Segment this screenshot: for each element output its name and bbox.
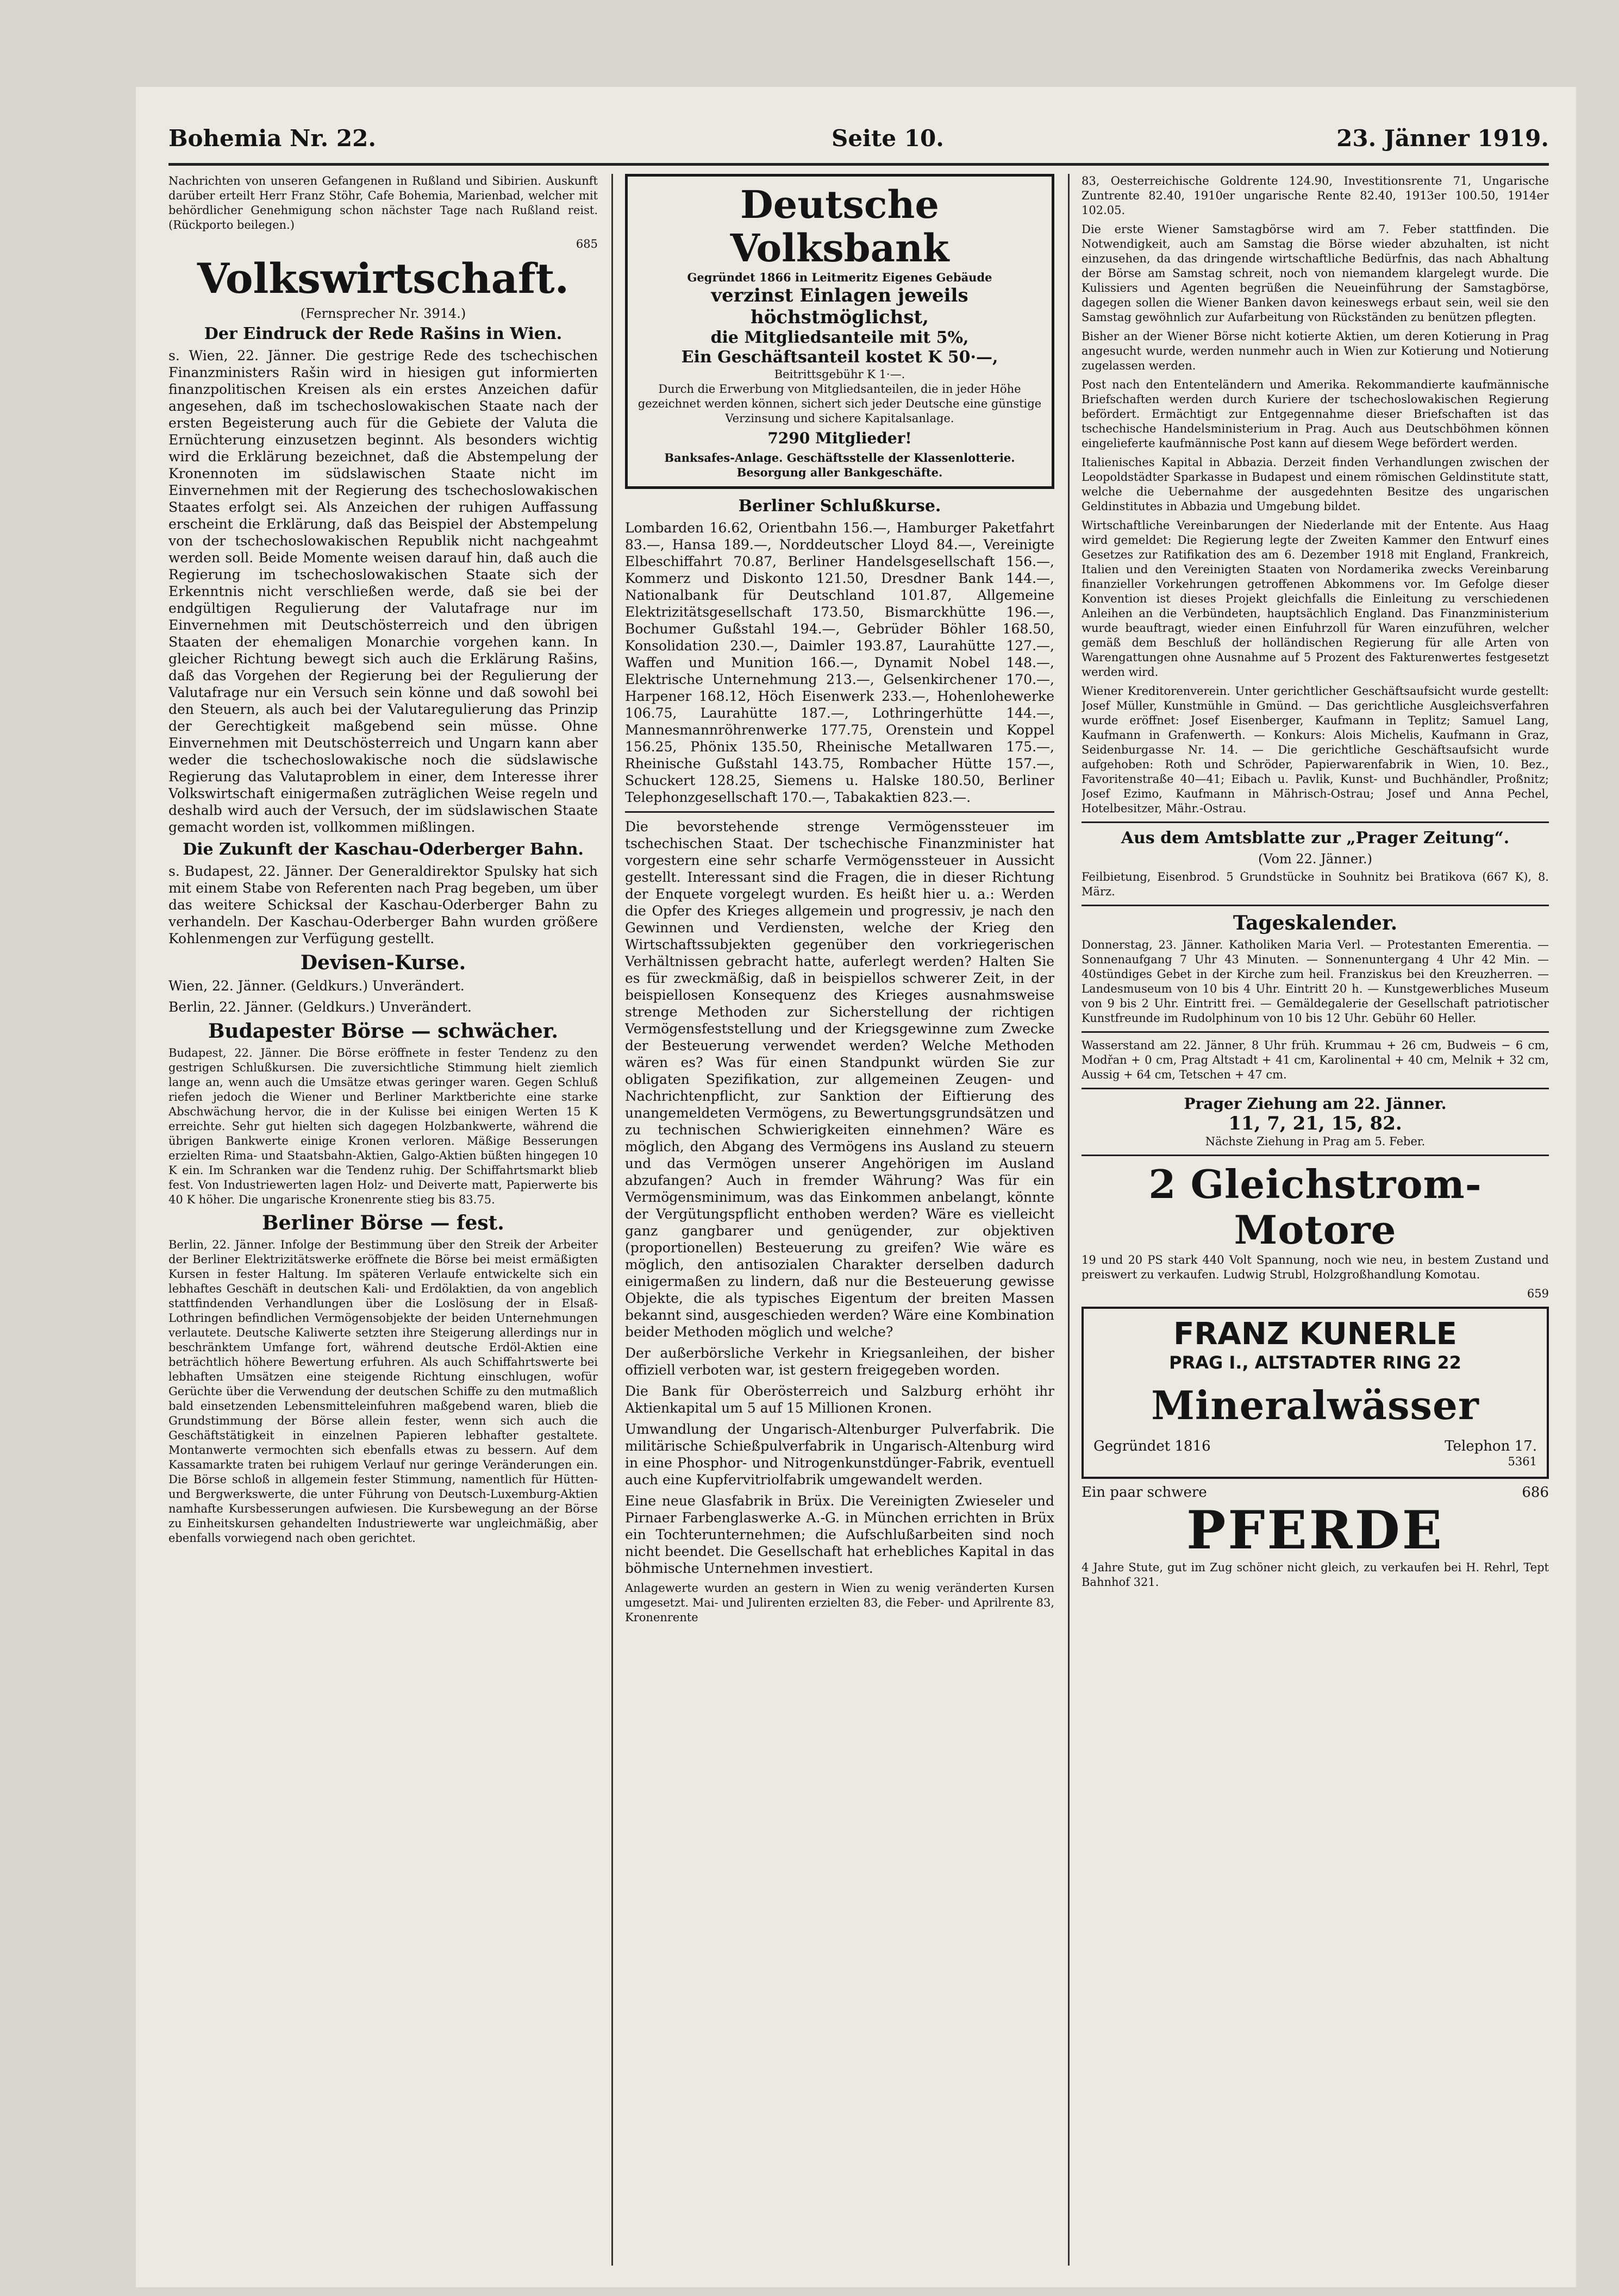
- bank-line: Durch die Erwerbung von Mitgliedsanteilen, die in jeder Höhe gezeichnet werden können, sichert sich jeder Deutsche eine günstige Verzinsung und sichere Kapitalsanlage.: [637, 382, 1042, 425]
- bank-title: Deutsche Volksbank: [730, 182, 949, 271]
- article-text: Bisher an der Wiener Börse nicht kotierte Aktien, um deren Kotierung in Prag angesucht wurde, werden nunmehr auch in Wien zur Kotierung und Notierung zugelassen werden.: [1082, 330, 1549, 372]
- article-heading: Devisen-Kurse.: [300, 951, 466, 974]
- ad-header: [1082, 1484, 1549, 1501]
- notice-text: Nachrichten von unseren Gefangenen in Rußland und Sibirien. Auskunft darüber erteilt Herr Franz Stöhr, Cafe Bohemia, Marienbad, welcher mit behördlicher Genehmigung schon nächster Tage nach Rußland reist. (Rückporto beilegen.): [168, 174, 598, 231]
- article-text: Lombarden 16.62, Orientbahn 156.—, Hamburger Paketfahrt 83.—, Hansa 189.—, Norddeutscher Lloyd 84.—, Vereinigte Elbeschiffahrt 70.87, Berliner Handelsgesellschaft 156.—, Kommerz und Diskonto 121.50, Dresdner Bank 144.—, Nationalbank für Deutschland 101.87, Allgemeine Elektrizitätsgesellschaft 173.50, Bismarckhütte 196.—, Bochumer Gußstahl 194.—, Gebrüder Böhler 168.50, Konsolidation 230.—, Daimler 193.87, Laurahütte 127.—, Waffen und Munition 166.—, Dynamit Nobel 148.—, Elektrische Unternehmung 213.—, Gelsenkirchener 170.—, Harpener 168.12, Höch Eisenwerk 233.—, Hohenlohewerke 106.75, Laurahütte 187.—, Lothringerhütte 144.—, Mannesmannröhrenwerke 177.75, Orenstein und Koppel 156.25, Phönix 135.50, Rheinische Metallwaren 175.—, Rheinische Gußstahl 143.75, Rombacher Hütte 157.—, Schuckert 128.25, Siemens u. Halske 180.50, Berliner Telephonzgesellschaft 170.—, Tabakaktien 823.—.: [625, 520, 1054, 805]
- article-subheading: (Vom 22. Jänner.): [1258, 851, 1372, 867]
- separator: [625, 811, 1054, 813]
- section-title: Volkswirtschaft.: [197, 254, 570, 303]
- bank-line: Ein Geschäftsanteil kostet K 50·—,: [681, 348, 998, 367]
- horse-advertisement: [1082, 1484, 1549, 1590]
- article-text: Die Bank für Oberösterreich und Salzburg erhöht ihr Aktienkapital um 5 auf 15 Millionen Kronen.: [625, 1383, 1054, 1416]
- ad-title: 2 Gleichstrom-Motore: [1148, 1161, 1482, 1253]
- article-heading: Tageskalender.: [1233, 912, 1398, 934]
- article-text: Umwandlung der Ungarisch-Altenburger Pulverfabrik. Die militärische Schießpulverfabrik in Ungarisch-Altenburg wird in eine Phosphor- und Nitrogenkunstdünger-Fabrik, eventuell auch eine Kupfervitriolfabrik umgewandelt werden.: [625, 1421, 1054, 1488]
- article-text: Eine neue Glasfabrik in Brüx. Die Vereinigten Zwieseler und Pirnaer Farbenglaswerke A.-G. in München errichten in Brüx ein Tochterunternehmen; die Aufschlußarbeiten sind noch nicht beendet. Die Gesellschaft hat erhebliches Kapital in das böhmische Unternehmen investiert.: [625, 1493, 1054, 1576]
- bank-advertisement: [625, 174, 1054, 489]
- article-text: Post nach den Ententeländern und Amerika. Rekommandierte kaufmännische Briefschaften werden durch Kuriere der tschechoslowakischen Regierung befördert. Ermächtigt zur Entgegennahme dieser Briefschaften ist das tschechische Handelsministerium in Prag. Auch aus Deutschböhmen können eingelieferte kaufmännische Post kann auf diesem Wege befördert werden.: [1082, 378, 1549, 450]
- separator: [1082, 1031, 1549, 1033]
- article-text: Feilbietung, Eisenbrod. 5 Grundstücke in Souhnitz bei Bratikova (667 K), 8. März.: [1082, 870, 1549, 898]
- lottery-next: Nächste Ziehung in Prag am 5. Feber.: [1205, 1135, 1426, 1148]
- bank-line: die Mitgliedsanteile mit 5%,: [710, 328, 969, 347]
- article-text: Der außerbörsliche Verkehr in Kriegsanleihen, der bisher offiziell verboten war, ist gestern freigegeben worden.: [625, 1345, 1054, 1378]
- article-text: Berlin, 22. Jänner. (Geldkurs.) Unverändert.: [168, 999, 472, 1015]
- article-text: s. Wien, 22. Jänner. Die gestrige Rede des tschechischen Finanzministers Rašin wird in hiesigen gut informierten finanzpolitischen Kreisen als ein erstes Anzeichen dafür angesehen, daß im tschechoslowakischen Staate nach der ersten Begeisterung auch für die Gebiete der Valuta die Ernüchterung einzusetzen beginnt. Als besonders wichtig wird die Erklärung bezeichnet, daß die Abstempelung der Kronennoten im südslawischen Staate nicht im Einvernehmen mit der Regierung des tschechoslowakischen Staates erfolgt sei. Als Anzeichen der ruhigen Auffassung erscheint die Erklärung, daß das Beispiel der Abstempelung von der tschechoslowakischen Republik nicht nachgeahmt werden soll. Beide Momente weisen darauf hin, daß auch die Regierung im tschechoslowakischen Staate sich der Erkenntnis nicht verschließen werde, daß sie bei der endgültigen Regulierung der Valutafrage nur im Einvernehmen mit Deutschösterreich und den übrigen Staaten der ehemaligen Monarchie vorgehen kann. In gleicher Richtung bewegt sich auch die Erklärung Rašins, daß das Vorgehen der Regierung bei der Regulierung der Valutafrage nur ein Versuch sein könne und daß sowohl bei den Steuern, als auch bei der Valutaregulierung das Prinzip der Gerechtigkeit maßgebend sein müsse. Ohne Einvernehmen mit Deutschösterreich und Ungarn kann aber weder die tschechoslowakische noch die südslawische Regierung das Valutaproblem in einer, dem Interesse ihrer Volkswirtschaft einigermaßen zuträglichen Weise regeln und deshalb wird auch der Versuch, der im südslawischen Staate gemacht worden ist, vollkommen mißlingen.: [168, 348, 598, 835]
- article-heading: Die Zukunft der Kaschau-Oderberger Bahn.: [183, 840, 584, 859]
- ad-product: Mineralwässer: [1151, 1382, 1479, 1428]
- article-text: Die bevorstehende strenge Vermögenssteuer im tschechischen Staat. Der tschechische Finanzminister hat vorgestern eine sehr scharfe Vermögenssteuer in Aussicht gestellt. Interessant sind die Fragen, die in dieser Richtung der Enquete vorgelegt wurden. Es heißt hier u. a.: Werden die Opfer des Krieges allgemein und progressiv, je nach den Gewinnen und Verdiensten, welche der Krieg den Wirtschaftssubjekten gegenüber den vorkriegerischen Verhältnissen gebracht hatte, auferlegt werden? Halten Sie es für zweckmäßig, daß in beispiellos schwerer Zeit, in der beispiellosen Konsequenz des Krieges ausnahmsweise strenge Methoden zur Sicherstellung der richtigen Vermögensfeststellung und der Kriegsgewinne zum Zwecke der Besteuerung verwendet werden? Welche Methoden wären es? Was für einen Standpunkt würden Sie zur obligaten Spezifikation, zur allgemeinen Zeugen- und Nachrichtenpflicht, zur Sanktion der Eiftierung des unangemeldeten Vermögens, zu Bewertungsgrundsätzen und zu technischen Schwierigkeiten einnehmen? Wäre es möglich, den Abgang des Vermögens ins Ausland zu steuern und das Vermögen unserer Angehörigen im Ausland abzufangen? Auch in fremder Währung? Was für ein Vermögensminimum, was das Einkommen anbelangt, könnte der Vergütungspflicht enthoben werden? Wäre es vielleicht ganz gangbarer und genügender, zur objektiven (proportionellen) Besteuerung zu greifen? Wie wäre es möglich, den antisozialen Charakter derselben dadurch einigermaßen zu lindern, daß nur die Besteuerung gewisse Objekte, die als typisches Eigentum der breiten Massen bekannt sind, ausgeschieden werden? Wäre eine Kombination beider Methoden möglich und welche?: [625, 819, 1054, 1340]
- bank-line: Gegründet 1866 in Leitmeritz Eigenes Gebäude: [687, 271, 992, 284]
- bank-line: verzinst Einlagen jeweils höchstmöglichst,: [711, 285, 968, 328]
- ad-founded: Gegründet 1816: [1093, 1438, 1211, 1454]
- ad-footer: [1093, 1438, 1537, 1454]
- notice-number: 685: [576, 237, 598, 250]
- column-divider: [1068, 174, 1070, 2266]
- article-heading: Aus dem Amtsblatte zur „Prager Zeitung“.: [1121, 829, 1510, 848]
- article-text: Donnerstag, 23. Jänner. Katholiken Maria Verl. — Protestanten Emerentia. — Sonnenaufgang 7 Uhr 43 Minuten. — Sonnenuntergang 4 Uhr 42 Min. — 40stündiges Gebet in der Kirche zum heil. Franziskus bei den Kreuzherren. — Landesmuseum von 10 bis 4 Uhr. Eintritt 20 h. — Kunstgewerbliches Museum von 9 bis 2 Uhr. Eintritt frei. — Gemäldegalerie der Gesellschaft patriotischer Kunstfreunde im Rudolphinum von 10 bis 12 Uhr. Gebühr 60 Heller.: [1082, 938, 1549, 1025]
- article-heading: Berliner Börse — fest.: [262, 1212, 504, 1234]
- article-heading: Berliner Schlußkurse.: [738, 497, 941, 516]
- article-text: Berlin, 22. Jänner. Infolge der Bestimmung über den Streik der Arbeiter der Berliner Elektrizitätswerke eröffnete die Börse bei meist ermäßigten Kursen in fester Haltung. Im späteren Verlaufe entwickelte sich ein lebhaftes Geschäft in deutschen Kali- und Erdölaktien, da von angeblich stattfindenden Verhandlungen über die Loslösung der in Elsaß-Lothringen befindlichen Vermögensobjekte der beiden Unternehmungen verlautete. Deutsche Kaliwerte setzten ihre Steigerung allerdings nur in beschränktem Umfange fort, während deutsche Erdöl-Aktien eine beträchtlich höhere Bewertung erfuhren. Als auch Schiffahrtswerte bei lebhaften Umsätzen eine steigende Richtung einschlugen, wofür Gerüchte über die Verwendung der deutschen Schiffe zu den mutmaßlich bald einsetzenden Lebensmitteleinfuhren maßgebend waren, blieb die Grundstimmung der Börse allein fester, wenn sich auch die Geschäftstätigkeit in einzelnen Papieren lebhafter gestaltete. Montanwerte vermochten sich ebenfalls etwas zu bessern. Auf dem Kassamarkte traten bei ruhigem Verlauf nur geringe Veränderungen ein. Die Börse schloß in allgemein fester Stimmung, namentlich für Hütten- und Bergwerkswerte, die unter Führung von Deutsch-Luxemburg-Aktien namhafte Kursbesserungen aufwiesen. Die Kursbewegung an der Börse zu Einheitskursen gehandelten Industriewerte war ungleichmäßig, aber ebenfalls vorwiegend nach oben gerichtet.: [168, 1238, 598, 1545]
- bank-line: Beitrittsgebühr K 1·—.: [774, 368, 905, 381]
- separator: [1082, 1088, 1549, 1089]
- kunerle-advertisement: [1082, 1307, 1549, 1479]
- article-text: Italienisches Kapital in Abbazia. Derzeit finden Verhandlungen zwischen der Leopoldstädter Sparkasse in Budapest und einem römischen Geldinstitute statt, welche die Uebernahme der ausgedehnten Besitze des ungarischen Geldinstitutes in Abbazia und Umgebung bildet.: [1082, 456, 1549, 513]
- ad-number: 686: [1522, 1484, 1549, 1501]
- article-heading: Budapester Börse — schwächer.: [208, 1020, 558, 1043]
- separator: [1082, 1155, 1549, 1156]
- issue-date: 23. Jänner 1919.: [1336, 125, 1549, 152]
- ad-number: 659: [1527, 1287, 1549, 1300]
- bank-line: Banksafes-Anlage. Geschäftsstelle der Klassenlotterie. Besorgung aller Bankgeschäfte.: [664, 451, 1015, 479]
- article-text: s. Budapest, 22. Jänner. Der Generaldirektor Spulsky hat sich mit einem Stabe von Referenten nach Prag begeben, um über das weitere Schicksal der Kaschau-Oderberger Bahn zu verhandeln. Der Kaschau-Oderberger Bahn wurden größere Kohlenmengen zur Verfügung gestellt.: [168, 863, 598, 946]
- separator: [1082, 905, 1549, 906]
- article-heading: Der Eindruck der Rede Rašins in Wien.: [204, 324, 562, 343]
- ad-title: PFERDE: [1186, 1500, 1444, 1561]
- article-text: 83, Oesterreichische Goldrente 124.90, Investitionsrente 71, Ungarische Zuntrente 82.40, 1910er ungarische Rente 82.40, 1913er 100.50, 1914er 102.05.: [1082, 174, 1549, 217]
- page-number: Seite 10.: [832, 125, 944, 152]
- separator: [1082, 821, 1549, 823]
- article-text: Wasserstand am 22. Jänner, 8 Uhr früh. Krummau + 26 cm, Budweis − 6 cm, Modřan + 0 cm, Prag Altstadt + 41 cm, Karolinental + 40 cm, Melnik + 32 cm, Aussig + 64 cm, Tetschen + 47 cm.: [1082, 1039, 1549, 1081]
- column-3: [1082, 174, 1549, 2266]
- motor-advertisement: [1082, 1162, 1549, 1301]
- ad-company: FRANZ KUNERLE: [1173, 1316, 1457, 1352]
- column-divider: [611, 174, 613, 2266]
- column-1: [168, 174, 598, 2266]
- article-text: Budapest, 22. Jänner. Die Börse eröffnete in fester Tendenz zu den gestrigen Schlußkursen. Die zuversichtliche Stimmung hielt ziemlich lange an, wenn auch die Umsätze etwas geringer waren. Gegen Schluß riefen jedoch die Wiener und Berliner Marktberichte eine starke Abschwächung hervor, die in der Kulisse bei einigen Werten 15 K erreichte. Sehr gut hielten sich dagegen Holzbankwerte, während die übrigen Bankwerte einige Kronen verloren. Mäßige Besserungen erzielten Rima- und Staatsbahn-Aktien, Galgo-Aktien büßten hingegen 10 K ein. Im Schranken war die Tendenz ruhig. Der Schiffahrtsmarkt blieb fest. Von Industriewerten lagen Holz- und Deiverte matt, Papierwerte bis 40 K höher. Die ungarische Kronenrente stieg bis 83.75.: [168, 1046, 598, 1206]
- page-header: [168, 125, 1549, 158]
- ad-text: 4 Jahre Stute, gut im Zug schöner nicht gleich, zu verkaufen bei H. Rehrl, Tept Bahnhof 321.: [1082, 1561, 1549, 1589]
- ad-phone: Telephon 17.: [1445, 1438, 1537, 1454]
- ad-number: 5361: [1508, 1455, 1537, 1468]
- article-text: Wiener Kreditorenverein. Unter gerichtlicher Geschäftsaufsicht wurde gestellt: Josef Müller, Kunstmühle in Gmünd. — Das gerichtliche Ausgleichsverfahren wurde eröffnet: Josef Eisenberger, Kaufmann in Teplitz; Samuel Lang, Kaufmann in Grafenwerth. — Konkurs: Alois Michelis, Kaufmann in Graz, Seidenburgasse Nr. 14. — Die gerichtliche Geschäftsaufsicht wurde aufgehoben: Roth und Schröder, Papierwarenfabrik in Wien, 10. Bez., Favoritenstraße 40—41; Eibach u. Pavlik, Kunst- und Buchhändler, Proßnitz; Josef Ezimo, Kaufmann in Mährisch-Ostrau; Josef und Anna Pechel, Hotelbesitzer, Mähr.-Ostrau.: [1082, 685, 1549, 815]
- ad-pretitle: Ein paar schwere: [1082, 1484, 1207, 1501]
- bank-members: 7290 Mitglieder!: [767, 429, 912, 447]
- article-text: Die erste Wiener Samstagbörse wird am 7. Feber stattfinden. Die Notwendigkeit, auch am Samstag die Börse wieder abzuhalten, ist nicht einzusehen, da das dringende wirtschaftliche Bedürfnis, das nach Abhaltung der Börse am Samstag schreit, noch von niemandem klargelegt wurde. Die Kulissiers und Agenten begrüßen die Neueinführung der Samstagbörse, dagegen sollen die Wiener Banken davon keineswegs erbaut sein, weil sie den Samstag gewöhnlich zur Aufarbeitung von Rückständen zu benützen pflegten.: [1082, 223, 1549, 324]
- header-rule: [168, 163, 1549, 166]
- lottery-title: Prager Ziehung am 22. Jänner.: [1184, 1095, 1447, 1113]
- newspaper-page: [136, 87, 1576, 2287]
- ad-text: 19 und 20 PS stark 440 Volt Spannung, noch wie neu, in bestem Zustand und preiswert zu verkaufen. Ludwig Strubl, Holzgroßhandlung Komotau.: [1082, 1253, 1549, 1281]
- column-2: [625, 174, 1054, 2266]
- article-text: Anlagewerte wurden an gestern in Wien zu wenig veränderten Kursen umgesetzt. Mai- und Julirenten erzielten 83, die Feber- und Aprilrente 83, Kronenrente: [625, 1582, 1054, 1624]
- lottery-numbers: 11, 7, 21, 15, 82.: [1228, 1113, 1402, 1134]
- issue-label: Bohemia Nr. 22.: [168, 125, 376, 152]
- ad-address: PRAG I., ALTSTADTER RING 22: [1169, 1352, 1461, 1373]
- article-text: Wirtschaftliche Vereinbarungen der Niederlande mit der Entente. Aus Haag wird gemeldet: Die Regierung legte der Zweiten Kammer den Entwurf eines Gesetzes zur Ratifikation des am 6. Dezember 1918 mit England, Frankreich, Italien und den Vereinigten Staaten von Nordamerika zwecks Vereinbarung finanzieller Vorkehrungen getroffenen Abkommens vor. Im Gefolge dieser Konvention ist dieses Projekt gleichfalls die Einleitung zu verschiedenen Anleihen an die Verbündeten, hauptsächlich England. Das Finanzministerium wurde beauftragt, wieder einen Einfuhrzoll für Waren einzuführen, welcher gemäß dem Beschluß der holländischen Regierung für alle Arten von Warengattungen ohne Ausnahme auf 5 Prozent des Fakturenwertes festgesetzt werden wird.: [1082, 519, 1549, 679]
- article-text: Wien, 22. Jänner. (Geldkurs.) Unverändert.: [168, 978, 465, 994]
- section-phone: (Fernsprecher Nr. 3914.): [300, 306, 466, 321]
